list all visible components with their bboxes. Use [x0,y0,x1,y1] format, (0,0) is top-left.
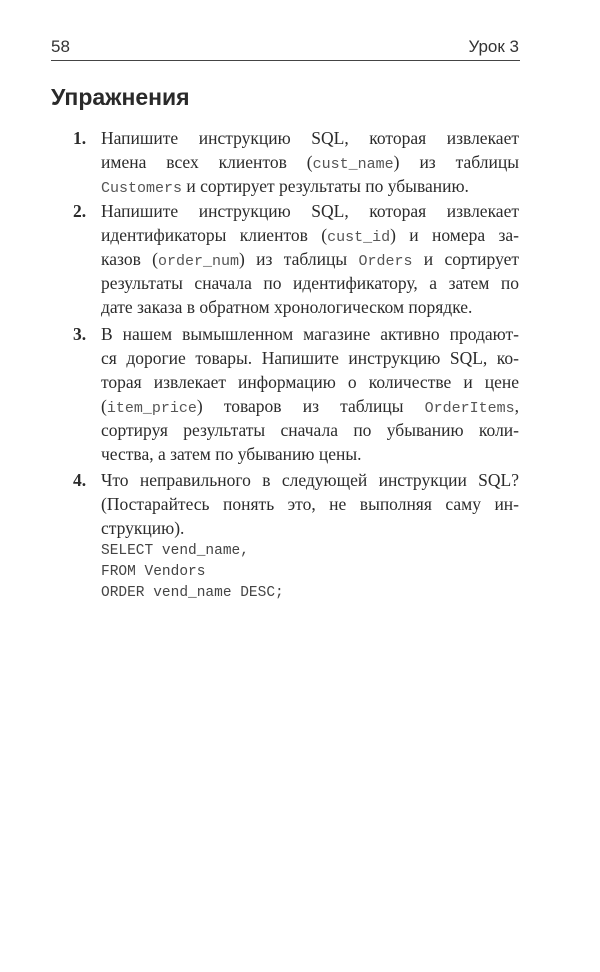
text-fragment: Напишите инструкцию SQL, которая извлекает [101,201,519,221]
section-title: Упражнения [51,84,190,110]
exercise-number: 3. [73,324,87,344]
text-fragment: результаты сначала по идентификатору, а затем по [101,273,519,293]
text-fragment: ) товаров из таблицы [196,396,425,416]
text-fragment: Что неправильного в следующей инструкции SQL? [101,470,519,490]
code-block [101,541,284,604]
code-line: SELECT vend_name, [101,543,249,559]
text-fragment: ) и номера за- [390,225,519,245]
page-number: 58 [51,37,70,56]
code-line: ORDER vend_name DESC; [101,585,284,601]
exercise-text-line [101,223,519,250]
code-line: FROM Vendors [101,564,206,580]
exercise-text-line [101,126,519,150]
exercise-text-line [101,492,519,516]
text-fragment: казов ( [101,249,158,269]
exercise-text-line [101,418,519,442]
text-fragment: имена всех клиентов ( [101,152,313,172]
exercise-text-line [101,468,519,492]
exercise-text-line [101,346,519,370]
exercise-number: 4. [73,470,87,490]
text-fragment: дате заказа в обратном хронологическом порядке. [101,297,473,317]
code-identifier: Orders [358,253,413,270]
exercise-text-line [101,394,519,421]
text-fragment: торая извлекает информацию о количестве и цене [101,372,519,392]
text-fragment: ) из таблицы [393,152,519,172]
code-identifier: item_price [106,400,197,417]
text-fragment: Напишите инструкцию SQL, которая извлекает [101,128,519,148]
exercise-text-line [101,199,519,223]
text-fragment: сортируя результаты сначала по убыванию коли- [101,420,519,440]
exercise-text-line [101,271,519,295]
exercise-text-line [101,247,519,274]
exercise-number: 1. [73,128,87,148]
text-fragment: струкцию). [101,518,185,538]
text-fragment: чества, а затем по убыванию цены. [101,444,362,464]
code-identifier: order_num [158,253,240,270]
code-identifier: Customers [101,180,183,197]
text-fragment: ( [101,396,107,416]
exercise-text-line [101,322,519,346]
code-identifier: cust_id [327,229,391,246]
text-fragment: идентификаторы клиентов ( [101,225,328,245]
exercise-text-line [101,174,519,201]
text-fragment: и сортирует результаты по убыванию. [182,176,469,196]
text-fragment: (Постарайтесь понять это, не выполняя саму ин- [101,494,519,514]
text-fragment: и сортирует [412,249,520,269]
exercise-text-line [101,150,519,177]
exercise-text-line [101,370,519,394]
exercise-text-line [101,442,519,466]
text-fragment: , [514,396,519,416]
code-identifier: OrderItems [424,400,515,417]
text-fragment: В нашем вымышленном магазине активно продают- [101,324,519,344]
exercise-number: 2. [73,201,87,221]
running-header [51,36,520,61]
chapter-label: Урок 3 [468,37,519,56]
text-fragment: ) из таблицы [239,249,359,269]
exercise-text-line [101,516,519,540]
exercise-text-line [101,295,519,319]
text-fragment: ся дорогие товары. Напишите инструкцию SQL, ко- [101,348,519,368]
code-identifier: cust_name [312,156,394,173]
